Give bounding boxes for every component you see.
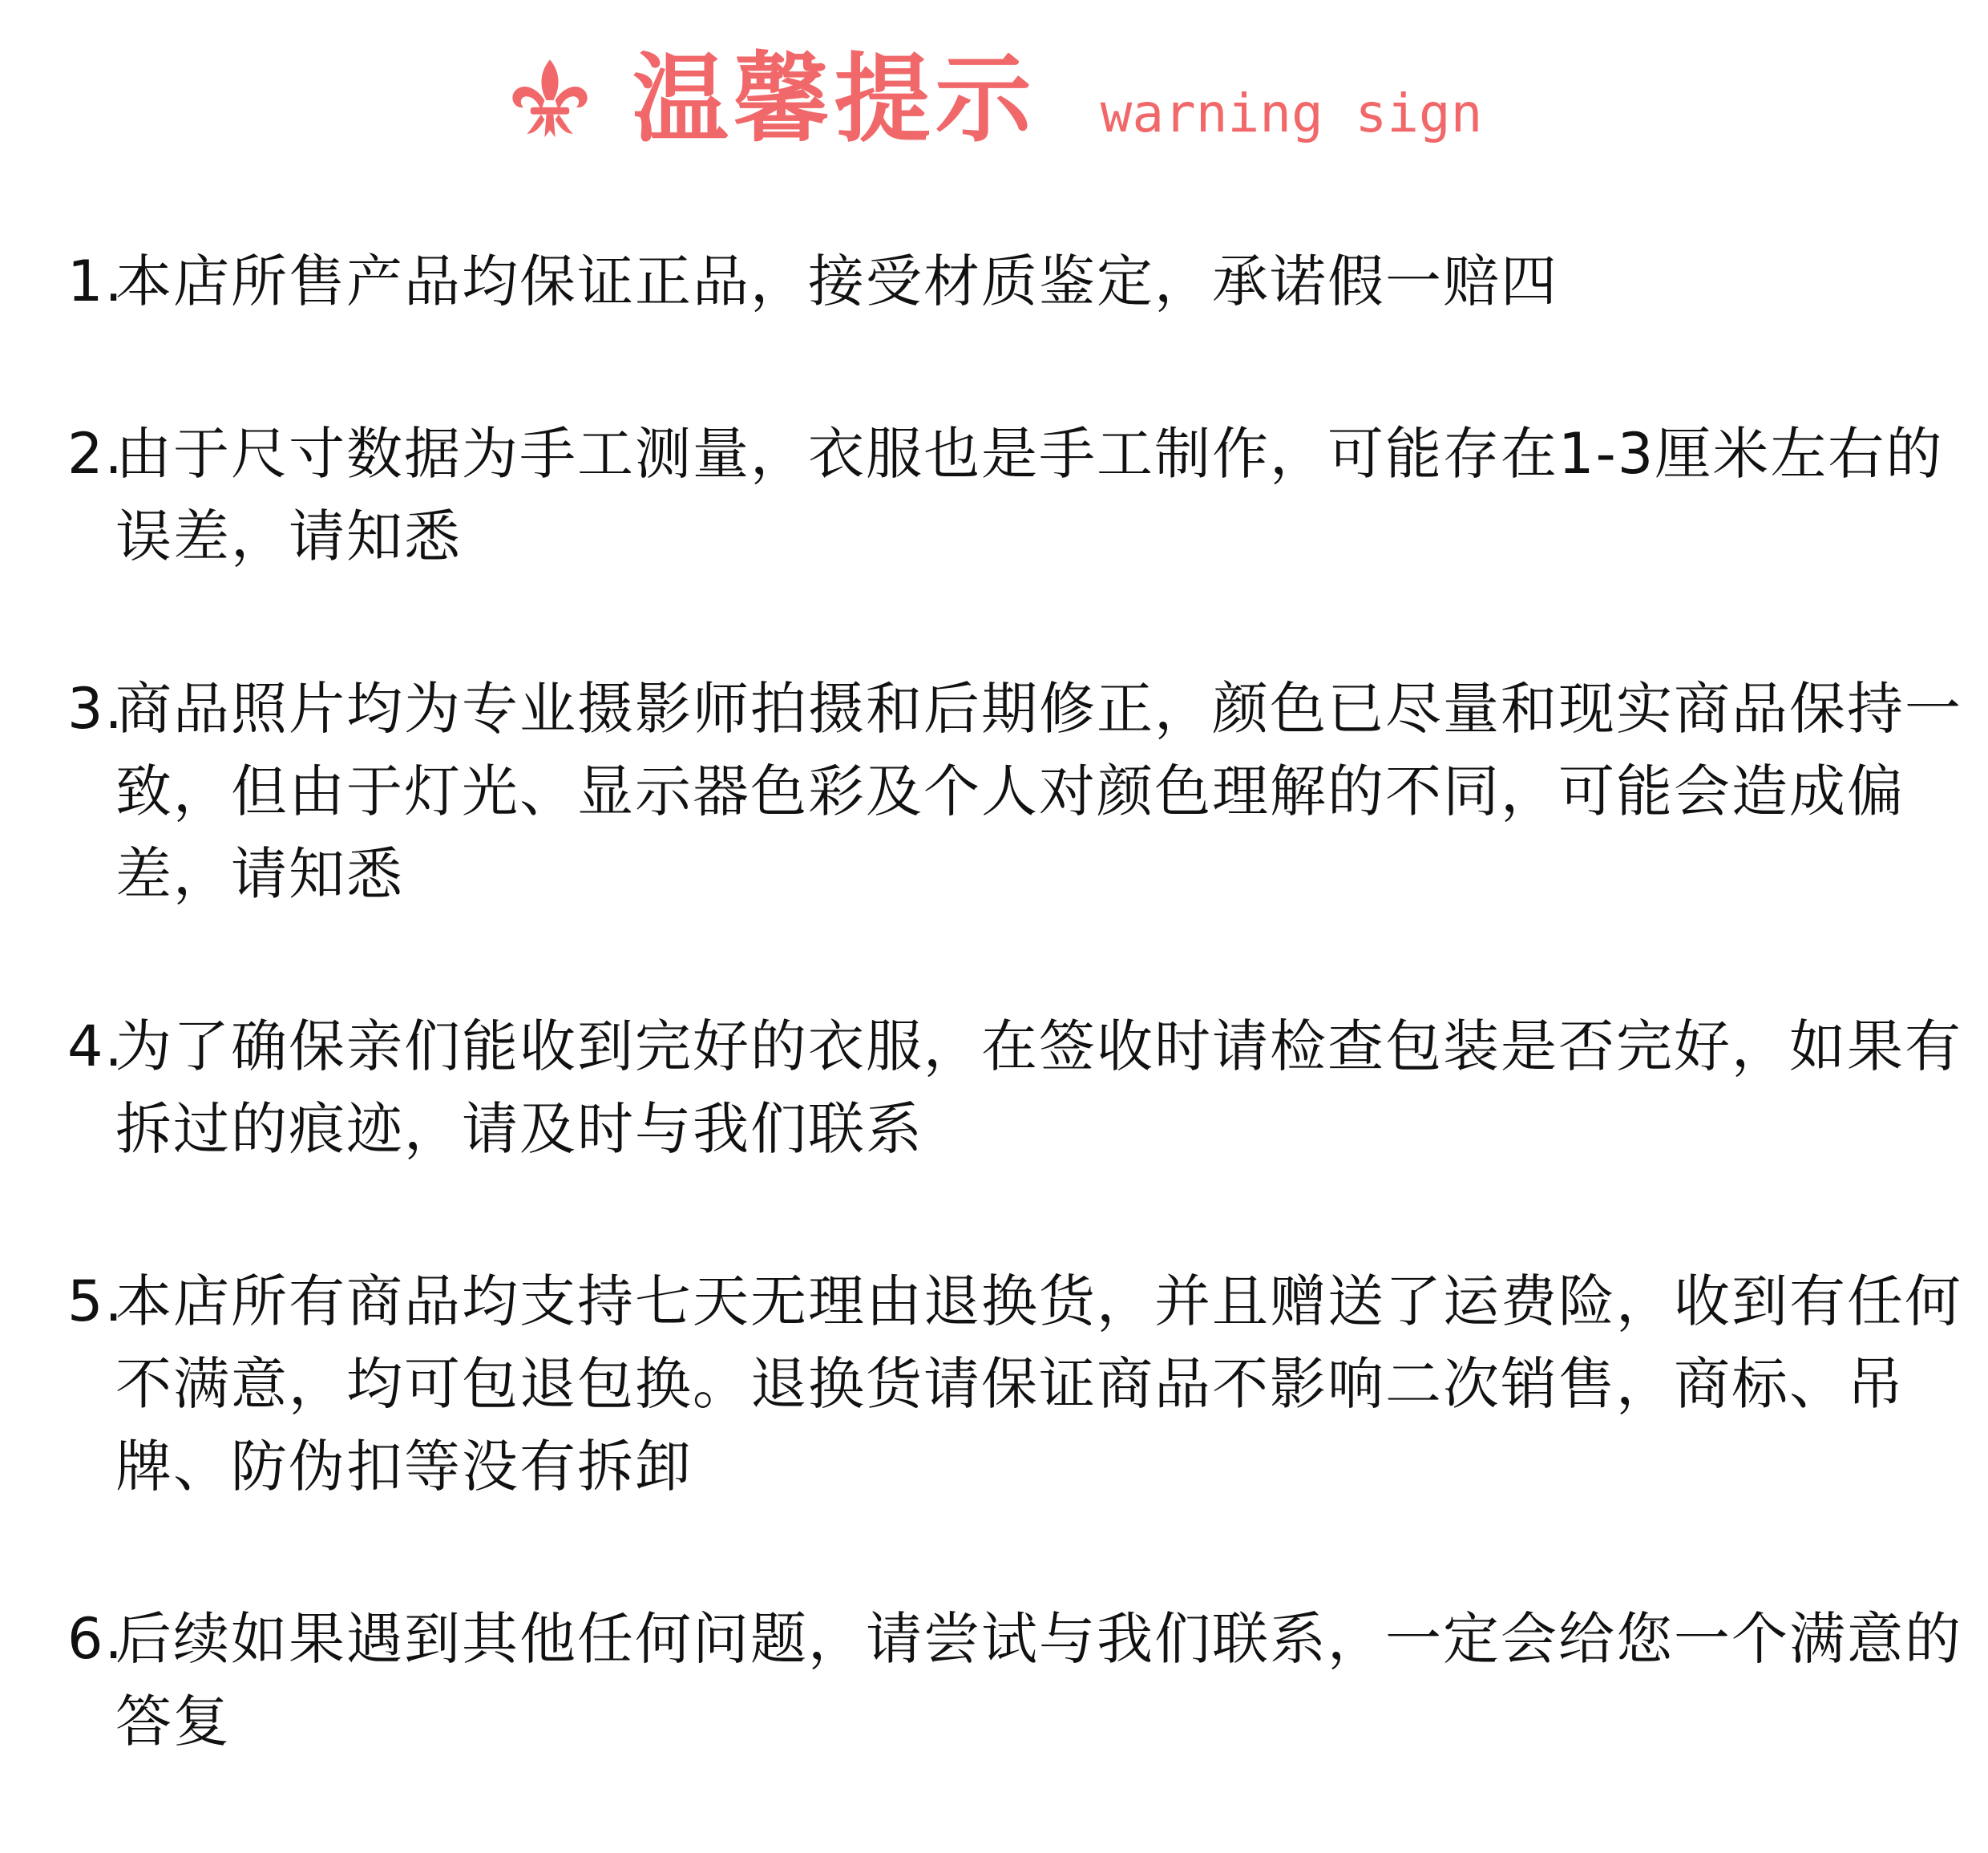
notice-list [67,241,1975,1853]
list-item [67,1005,1975,1171]
list-item [67,413,1975,578]
item-text: 由于尺寸数据为手工测量，衣服也是手工制作，可能存在1-3厘米左右的误差，请知悉 [115,421,1944,569]
item-number: 3. [67,676,124,742]
item-number: 1. [67,249,124,314]
item-text: 本店所有商品均支持七天无理由退换货，并且赠送了运费险，收到有任何不满意，均可包退包换。退换货请保证商品不影响二次销售，商标、吊牌、防伪扣等没有拆卸 [115,1268,1962,1499]
item-text: 后续如果遇到其他任何问题，请尝试与我们联系，一定会给您一个满意的答复 [115,1606,1962,1754]
page-title: 温馨提示 [632,44,1036,156]
list-item [67,1260,1975,1508]
item-text: 商品照片均为专业摄影师拍摄和后期修正，颜色已尽量和现实商品保持一致，但由于灯光、显示器色彩及个人对颜色理解的不同，可能会造成偏差，请知悉 [115,676,1962,907]
list-item [67,1598,1975,1763]
header [0,40,1988,160]
page-subtitle: warning sign [1100,83,1483,144]
item-text: 为了确保亲们能收到完好的衣服，在签收时请检查包装是否完好，如果有拆过的痕迹，请及时与我们联系 [115,1013,1962,1162]
list-item [67,668,1975,916]
item-text: 本店所售产品均保证正品，接受材质鉴定，承诺假一赔四 [115,249,1558,314]
fleur-de-lis-icon [506,56,594,144]
item-number: 2. [67,421,124,487]
list-item [67,241,1975,323]
item-number: 4. [67,1013,124,1079]
item-number: 6. [67,1606,124,1672]
item-number: 5. [67,1268,124,1334]
